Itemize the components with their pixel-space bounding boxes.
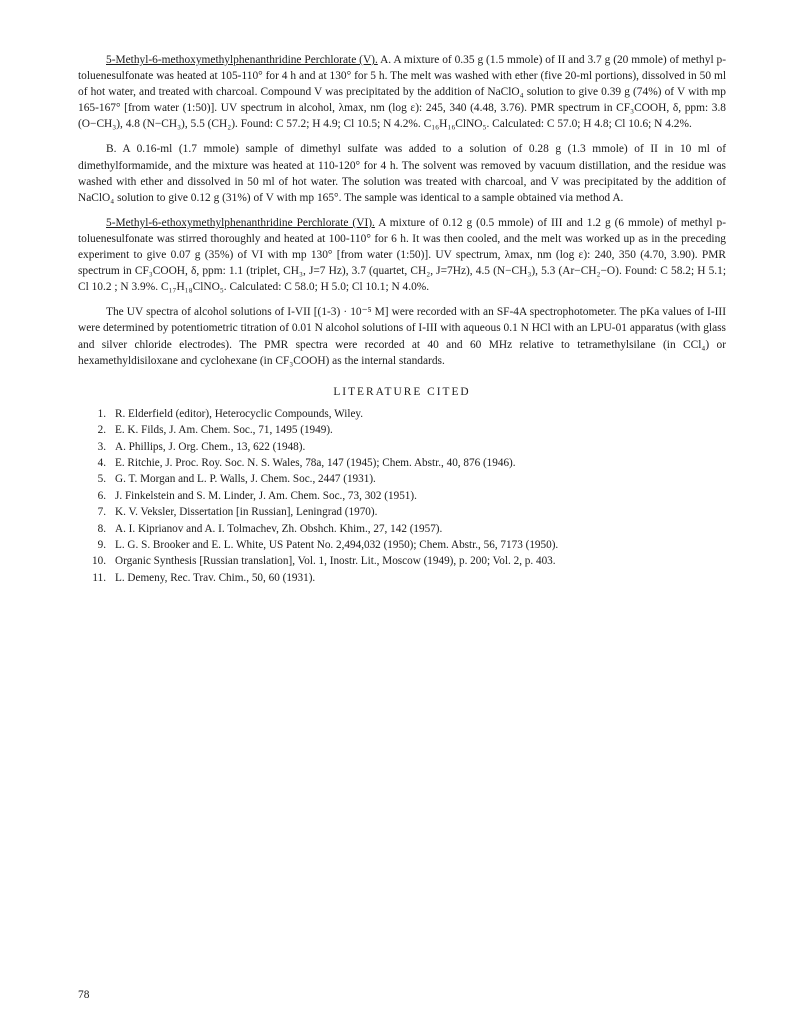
paragraph-methods [78,304,726,368]
reference-item [78,521,726,537]
paragraph-body: A. A mixture of 0.35 g (1.5 mmole) of II and 3.7 g (20 mmole) of methyl p-toluenesulfonate was heated at 105-110° for 4 h and at 130° for 5 h. The melt was washed with ether (five 20-ml portions), dissolved in 50 ml of hot water, and treated with charcoal. Compound V was precipitated by the addition of NaClO₄ solution to give 0.39 g (74%) of V with mp 165-167° [from water (1:50)]. UV spectrum in alcohol, λmax, nm (log ε): 245, 340 (4.48, 3.76). PMR spectrum in CF₃COOH, δ, ppm: 3.8 (O−CH₃), 4.8 (N−CH₃), 5.5 (CH₂). Found: C 57.2; H 4.9; Cl 10.5; N 4.2%. C₁₆H₁₆ClNO₅. Calculated: C 57.0; H 4.8; Cl 10.6; N 4.2%. [78,54,726,131]
reference-text: K. V. Veksler, Dissertation [in Russian], Leningrad (1970). [115,506,378,519]
reference-item [78,439,726,455]
reference-number: 3. [97,440,106,453]
reference-number: 10. [92,555,106,568]
reference-text: E. K. Filds, J. Am. Chem. Soc., 71, 1495 (1949). [115,424,333,437]
reference-number: 4. [97,456,106,469]
reference-number: 5. [97,473,106,486]
reference-text: Organic Synthesis [Russian translation], Vol. 1, Inostr. Lit., Moscow (1949), p. 200; Vol. 2, p. 403. [115,555,556,568]
reference-item [78,455,726,471]
reference-number: 8. [97,522,106,535]
reference-number: 2. [97,424,106,437]
reference-item [78,537,726,553]
paragraph-compound-v-method-b [78,141,726,205]
reference-item [78,488,726,504]
paragraph-compound-v-method-a [78,52,726,132]
reference-text: L. Demeny, Rec. Trav. Chim., 50, 60 (1931). [115,571,316,584]
reference-text: L. G. S. Brooker and E. L. White, US Patent No. 2,494,032 (1950); Chem. Abstr., 56, 7173 (1950). [115,538,559,551]
reference-item [78,504,726,520]
paragraph-compound-vi [78,215,726,295]
reference-text: A. I. Kiprianov and A. I. Tolmachev, Zh. Obshch. Khim., 27, 142 (1957). [115,522,443,535]
reference-number: 1. [97,407,106,420]
reference-number: 6. [97,489,106,502]
reference-text: G. T. Morgan and L. P. Walls, J. Chem. Soc., 2447 (1931). [115,473,376,486]
reference-text: A. Phillips, J. Org. Chem., 13, 622 (1948). [115,440,306,453]
reference-number: 9. [97,538,106,551]
paragraph-body: B. A 0.16-ml (1.7 mmole) sample of dimethyl sulfate was added to a solution of 0.28 g (1.3 mmole) of II in 10 ml of dimethylformamide, and the mixture was heated at 110-120° for 4 h. The solvent was removed by vacuum distillation, and the residue was washed with ether and dissolved in 50 ml of hot water. The solution was treated with charcoal, and V was precipitated by the addition of NaClO₄ solution to give 0.12 g (31%) of V with mp 165°. The sample was identical to a sample obtained via method A. [78,143,726,204]
reference-item [78,406,726,422]
paragraph-body: The UV spectra of alcohol solutions of I-VII [(1-3) · 10⁻⁵ M] were recorded with an SF-4A spectrophotometer. The pKa values of I-III were determined by potentiometric titration of 0.01 N alcohol solutions of I-III with aqueous 0.1 N HCl with an LPU-01 apparatus (with glass and silver chloride electrodes). The PMR spectra were recorded at 40 and 60 MHz relative to tetramethylsilane (in CCl₄) or hexamethyldisiloxane and cyclohexane (in CF₃COOH) as the internal standards. [78,306,726,367]
reference-item [78,553,726,569]
reference-item [78,570,726,586]
literature-heading: LITERATURE CITED [333,385,471,398]
reference-number: 11. [92,571,106,584]
paragraph-body: A mixture of 0.12 g (0.5 mmole) of III and 1.2 g (6 mmole) of methyl p-toluenesulfonate was stirred thoroughly and heated at 100-110° for 6 h. It was then cooled, and the melt was worked up as in the preceding experiment to give 0.07 g (35%) of VI with mp 130° [from water (1:50)]. UV spectrum, λmax, nm (log ε): 240, 350 (4.70, 3.90). PMR spectrum in CF₃COOH, δ, ppm: 1.1 (triplet, CH₃, J=7 Hz), 3.7 (quartet, CH₂, J=7Hz), 4.5 (N−CH₃), 5.3 (Ar−CH₂−O). Found: C 58.2; H 5.1; Cl 10.2 ; N 3.9%. C₁₇H₁₈ClNO₅. Calculated: C 58.0; H 5.0; Cl 10.1; N 4.0%. [78,216,726,294]
reference-text: J. Finkelstein and S. M. Linder, J. Am. Chem. Soc., 73, 302 (1951). [115,489,417,502]
compound-v-title: 5-Methyl-6-methoxymethylphenanthridine Perchlorate (V). [106,54,378,66]
page-number: 78 [78,989,90,1001]
reference-text: R. Elderfield (editor), Heterocyclic Compounds, Wiley. [115,407,364,420]
reference-item [78,422,726,438]
reference-list [78,406,726,586]
reference-item [78,471,726,487]
article-page [78,52,726,586]
reference-number: 7. [97,506,106,519]
reference-text: E. Ritchie, J. Proc. Roy. Soc. N. S. Wales, 78a, 147 (1945); Chem. Abstr., 40, 876 (1946). [115,456,516,469]
compound-vi-title: 5-Methyl-6-ethoxymethylphenanthridine Perchlorate (VI). [106,216,375,229]
